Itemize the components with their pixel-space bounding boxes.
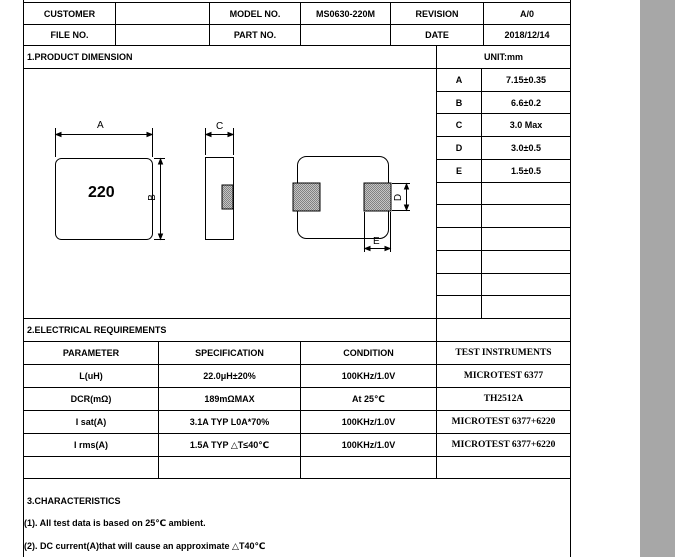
characteristics-title: 3.CHARACTERISTICS	[27, 496, 121, 506]
row-condition: 100KHz/1.0V	[341, 371, 396, 381]
row-specification: 22.0μH±20%	[203, 371, 256, 381]
dim-key: A	[455, 75, 463, 85]
characteristics-note: (2). DC current(A)that will cause an approximate △T40℃	[24, 541, 266, 551]
row-parameter: L(uH)	[79, 371, 103, 381]
model-label: MODEL NO.	[229, 8, 281, 19]
row-parameter: DCR(mΩ)	[70, 394, 112, 404]
row-specification: 1.5A TYP △T≤40℃	[189, 439, 270, 450]
date-value: 2018/12/14	[504, 30, 550, 40]
dim-value: 3.0 Max	[509, 120, 543, 130]
dimension-title: 1.PRODUCT DIMENSION	[27, 52, 133, 62]
dim-label-d: D	[393, 193, 405, 202]
header-parameter: PARAMETER	[62, 348, 120, 358]
row-specification: 3.1A TYP L0A*70%	[189, 417, 270, 427]
characteristics-note: (1). All test data is based on 25℃ ambient.	[24, 518, 206, 528]
row-condition: At 25℃	[352, 393, 385, 404]
row-parameter: I rms(A)	[73, 440, 108, 450]
part-marking: 220	[88, 184, 115, 201]
dim-value: 7.15±0.35	[506, 75, 546, 85]
dim-value: 3.0±0.5	[511, 143, 541, 153]
dim-key: C	[455, 120, 463, 130]
row-instruments: MICROTEST 6377	[463, 371, 544, 381]
revision-label: REVISION	[415, 8, 459, 19]
header-specification: SPECIFICATION	[195, 348, 264, 358]
unit-label: UNIT:mm	[483, 52, 523, 62]
revision-value: A/0	[519, 8, 534, 19]
row-instruments: MICROTEST 6377+6220	[451, 417, 556, 427]
date-label: DATE	[425, 30, 449, 40]
dim-key: D	[455, 143, 463, 153]
row-specification: 189mΩMAX	[204, 394, 255, 404]
header-instruments: TEST INSTRUMENTS	[455, 348, 552, 358]
row-instruments: TH2512A	[483, 394, 524, 404]
header-condition: CONDITION	[343, 348, 394, 358]
file-label: FILE NO.	[50, 30, 89, 40]
row-condition: 100KHz/1.0V	[341, 417, 396, 427]
row-parameter: I sat(A)	[75, 417, 107, 427]
dim-value: 6.6±0.2	[511, 97, 541, 108]
dim-key: B	[455, 97, 463, 108]
dim-label-a: A	[97, 120, 104, 131]
electrical-title: 2.ELECTRICAL REQUIREMENTS	[27, 325, 167, 335]
dim-value: 1.5±0.5	[511, 166, 541, 176]
model-value: MS0630-220M	[315, 8, 376, 19]
part-label: PART NO.	[233, 30, 277, 40]
dim-label-b: B	[146, 194, 158, 201]
dim-label-e: E	[373, 236, 380, 247]
row-instruments: MICROTEST 6377+6220	[451, 440, 556, 450]
dim-key: E	[455, 166, 462, 176]
row-condition: 100KHz/1.0V	[341, 440, 396, 450]
dim-label-c: C	[216, 121, 224, 132]
scrollbar-track[interactable]	[640, 0, 675, 557]
customer-label: CUSTOMER	[43, 8, 96, 19]
